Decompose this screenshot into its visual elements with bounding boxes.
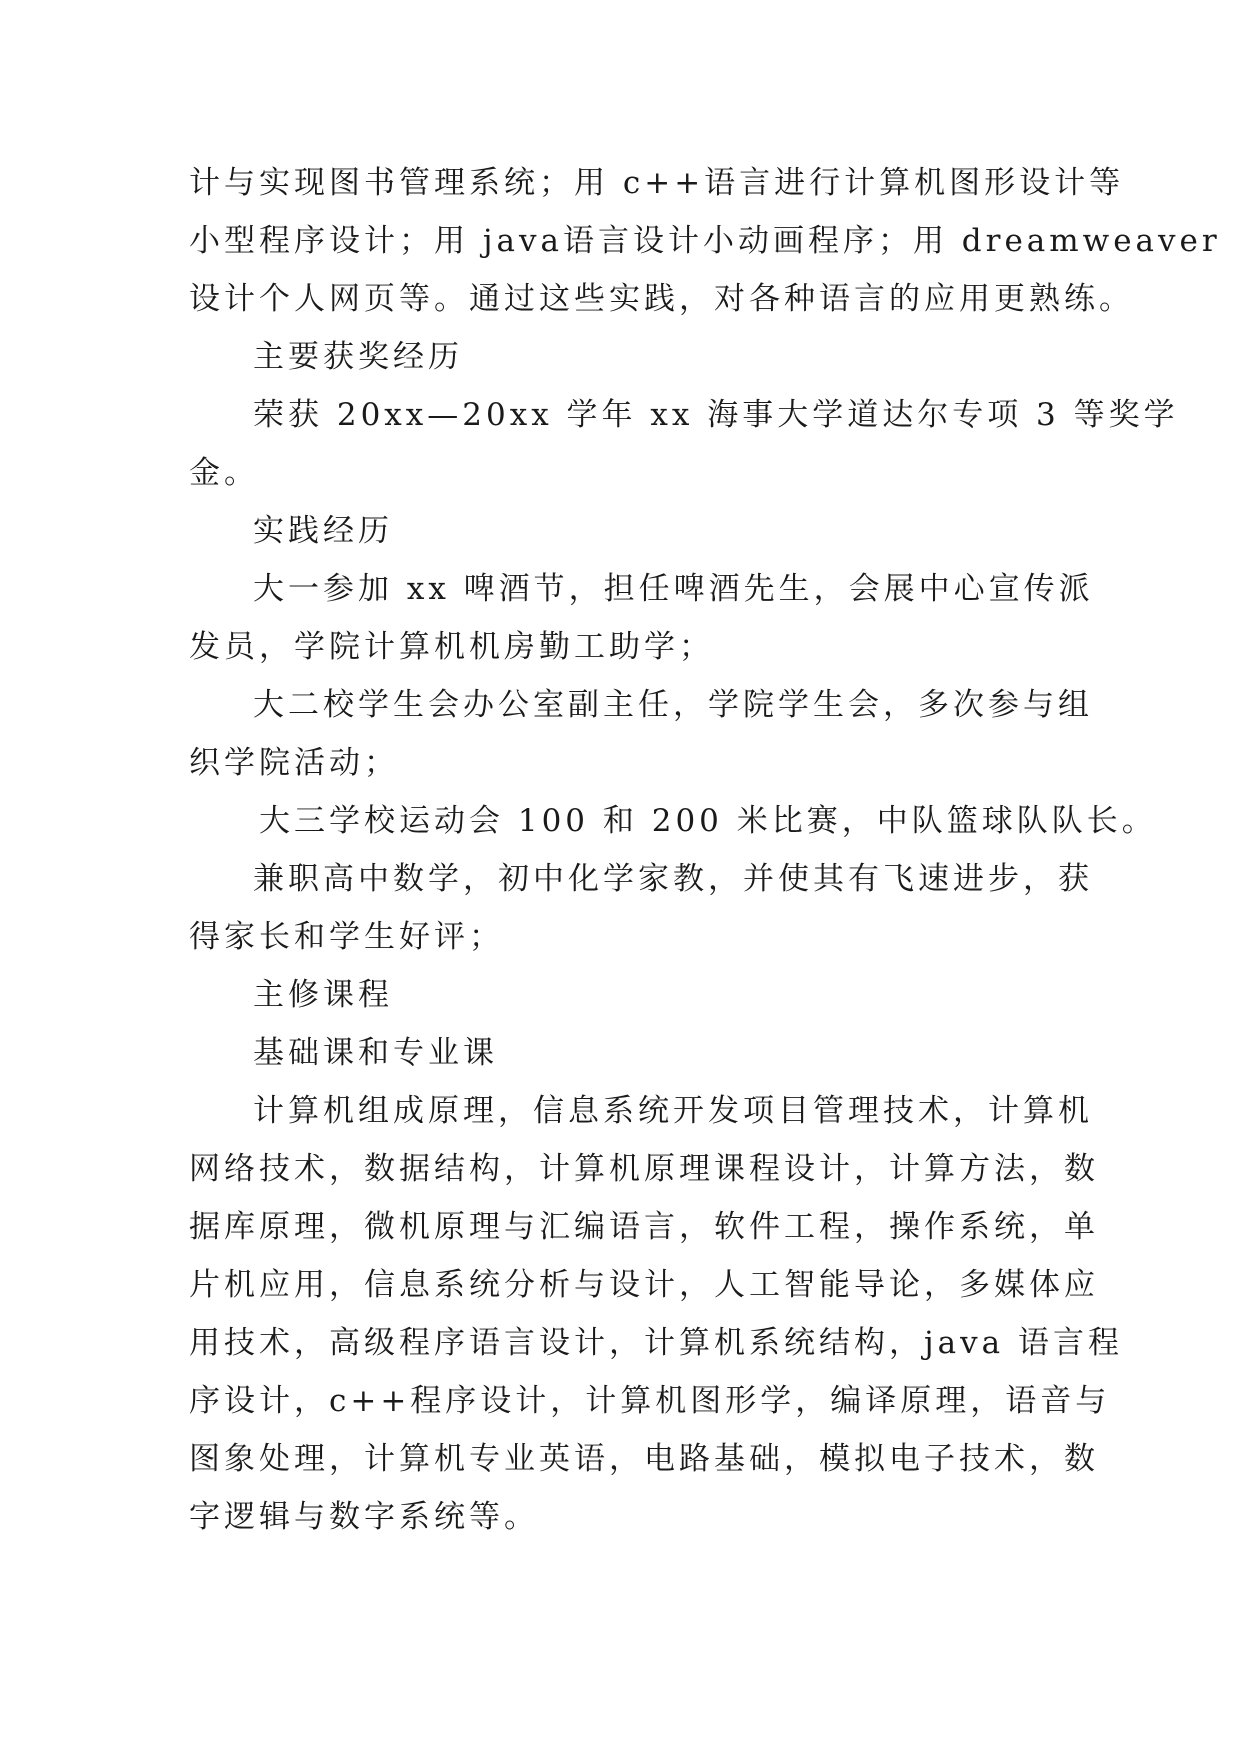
paragraph-line: 设计个人网页等。通过这些实践，对各种语言的应用更熟练。 [189,281,1134,317]
section-heading-practice: 实践经历 [253,513,393,549]
paragraph-line: 据库原理，微机原理与汇编语言，软件工程，操作系统，单 [189,1209,1099,1245]
paragraph-line: 大二校学生会办公室副主任，学院学生会，多次参与组 [253,687,1093,723]
section-heading-awards: 主要获奖经历 [253,339,463,375]
paragraph-line: 字逻辑与数字系统等。 [189,1499,539,1535]
paragraph-line: 荣获 20xx—20xx 学年 xx 海事大学道达尔专项 3 等奖学 [253,397,1179,433]
paragraph-line: 织学院活动； [189,745,399,781]
paragraph-line: 序设计，c++程序设计，计算机图形学，编译原理，语音与 [189,1383,1111,1419]
document-body [189,154,1221,1546]
subsection-heading-courses: 基础课和专业课 [253,1035,498,1071]
paragraph-line: 发员，学院计算机机房勤工助学； [189,629,714,665]
paragraph-line: 小型程序设计；用 java语言设计小动画程序；用 dreamweaver [189,223,1221,259]
paragraph-line: 网络技术，数据结构，计算机原理课程设计，计算方法，数 [189,1151,1099,1187]
paragraph-line: 用技术，高级程序语言设计，计算机系统结构，java 语言程 [189,1325,1123,1361]
paragraph-line: 计与实现图书管理系统；用 c++语言进行计算机图形设计等 [189,165,1125,201]
section-heading-courses: 主修课程 [253,977,393,1013]
paragraph-line: 金。 [189,455,259,491]
paragraph-line: 片机应用，信息系统分析与设计，人工智能导论，多媒体应 [189,1267,1099,1303]
paragraph-line: 计算机组成原理，信息系统开发项目管理技术，计算机 [253,1093,1093,1129]
paragraph-line: 兼职高中数学，初中化学家教，并使其有飞速进步，获 [253,861,1093,897]
paragraph-line: 得家长和学生好评； [189,919,504,955]
paragraph-line: 大一参加 xx 啤酒节，担任啤酒先生，会展中心宣传派 [253,571,1094,607]
paragraph-line: 图象处理，计算机专业英语，电路基础，模拟电子技术，数 [189,1441,1099,1477]
paragraph-line: 大三学校运动会 100 和 200 米比赛，中队篮球队队长。 [259,803,1157,839]
